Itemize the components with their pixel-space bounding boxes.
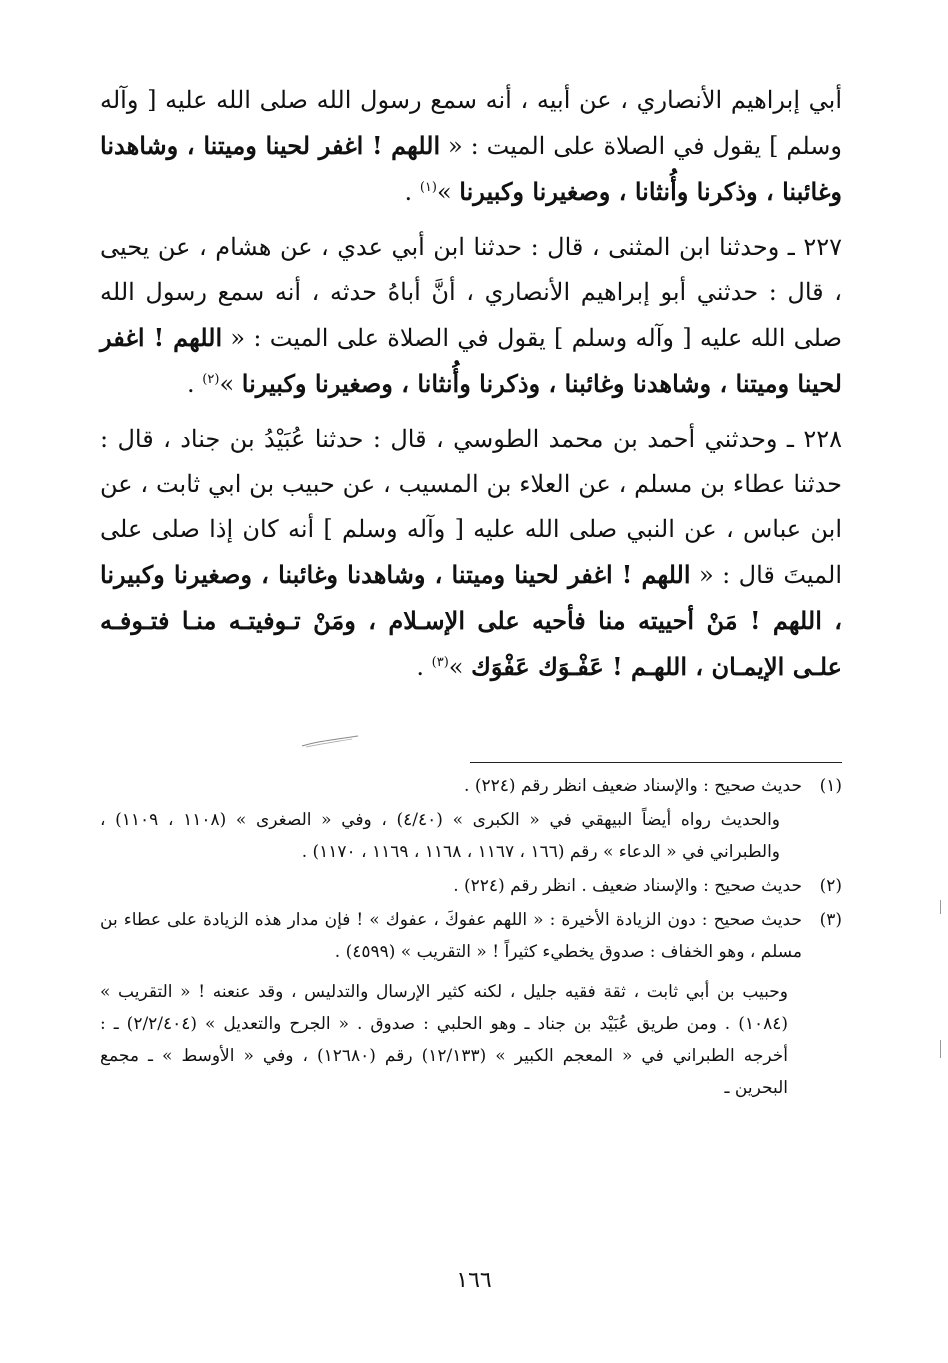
footnote-reference: (١): [419, 180, 437, 195]
footnote-text: حديث صحيح : دون الزيادة الأخيرة : « اللهم عفوكَ ، عفوك » ! فإن مدار هذه الزيادة على عطاء بن مسلم ، وهو الخفاف : صدوق يخطيء كثيراً ! « التقريب » (٤٥٩٩) .: [100, 910, 802, 962]
paragraph-227: [100, 225, 842, 407]
text-run: »: [448, 653, 472, 681]
footnote-number: (٢): [819, 876, 842, 896]
footnote-reference: (٢): [202, 372, 220, 387]
footnote-text: والحديث رواه أيضاً البيهقي في « الكبرى » (٤/٤٠) ، وفي « الصغرى » (١١٠٨ ، ١١٠٩) ، والطبراني في « الدعاء » رقم (١٦٦ ، ١١٦٧ ، ١١٦٨ ، ١١٦٩ ، ١١٧٠) .: [100, 810, 780, 862]
footnote-3: [100, 904, 842, 968]
footnote-reference: (٣): [431, 655, 449, 670]
text-run: .: [404, 178, 420, 206]
footnote-separator: [470, 762, 842, 763]
bold-dua-text: اللهم ! اغفر لحينا وميتنا ، وشاهدنا وغائبنا ، وذكرنا وأُنثانا ، وصغيرنا وكبيرنا: [100, 323, 842, 398]
scan-edge-mark: [940, 900, 941, 914]
text-run: ٢٢٧ ـ وحدثنا ابن المثنى ، قال : حدثنا ابن أبي عدي ، عن هشام ، عن يحيى ، قال : حدثني أبو إبراهيم الأنصاري ، أنَّ أباهُ حدثه ، أنه سمع رسول الله صلى الله عليه [ وآله وسلم ] يقول في الصلاة على الميت : «: [100, 233, 843, 352]
footnote-3-continuation: [100, 976, 842, 1104]
footnote-1: [100, 770, 842, 802]
bold-dua-text: اللهم ! اغفر لحينا وميتنا ، وشاهدنا وغائبنا ، وذكرنا وأُنثانا ، وصغيرنا وكبيرنا: [100, 131, 842, 206]
bold-dua-text: اللهم ! اغفر لحينا وميتنا ، وشاهدنا وغائبنا ، وصغيرنا وكبيرنا ، اللهم ! مَنْ أحييته منا فأحيه على الإسـلام ، ومَنْ تـوفيتـه منـا فتـوفـه علـى الإيمـان ، اللهـم ! عَفْـوَك عَفْوَك: [100, 560, 842, 681]
footnote-2: [100, 870, 842, 902]
main-text: [100, 78, 842, 690]
text-run: أبي إبراهيم الأنصاري ، عن أبيه ، أنه سمع رسول الله صلى الله عليه [ وآله وسلم ] يقول في الصلاة على الميت : «: [100, 86, 842, 160]
paragraph-1: [100, 78, 842, 215]
page-number: ١٦٦: [456, 1268, 492, 1293]
footnote-text: وحبيب بن أبي ثابت ، ثقة فقيه جليل ، لكنه كثير الإرسال والتدليس ، وقد عنعنه ! « التقريب » (١٠٨٤) . ومن طريق عُبَيْد بن جناد ـ وهو الحلبي : صدوق . « الجرح والتعديل » (٢/٢/٤٠٤) ـ : أخرجه الطبراني في « المعجم الكبير » (١٢/١٣٣) رقم (١٢٦٨٠) ، وفي « الأوسط » ـ مجمع البحرين ـ: [100, 982, 788, 1098]
text-run: .: [416, 653, 432, 681]
text-run: .: [187, 370, 203, 398]
scan-edge-mark: [940, 1040, 941, 1058]
paragraph-228: [100, 417, 842, 690]
pen-scribble-mark: [300, 733, 360, 749]
text-run: »: [219, 370, 242, 398]
text-run: ٢٢٨ ـ وحدثني أحمد بن محمد الطوسي ، قال : حدثنا عُبَيْدُ بن جناد ، قال : حدثنا عطاء بن مسلم ، عن العلاء بن المسيب ، عن حبيب بن ابي ثابت ، عن ابن عباس ، عن النبي صلى الله عليه [ وآله وسلم ] أنه كان إذا صلى على الميتَ قال : «: [100, 425, 842, 589]
footnotes: [100, 770, 842, 1106]
footnote-number: (١): [819, 776, 842, 796]
footnote-text: حديث صحيح : والإسناد ضعيف انظر رقم (٢٢٤) .: [464, 776, 802, 796]
footnote-1-continuation: [100, 804, 842, 868]
text-run: »: [436, 178, 460, 206]
footnote-number: (٣): [819, 910, 842, 930]
footnote-text: حديث صحيح : والإسناد ضعيف . انظر رقم (٢٢٤) .: [453, 876, 802, 896]
